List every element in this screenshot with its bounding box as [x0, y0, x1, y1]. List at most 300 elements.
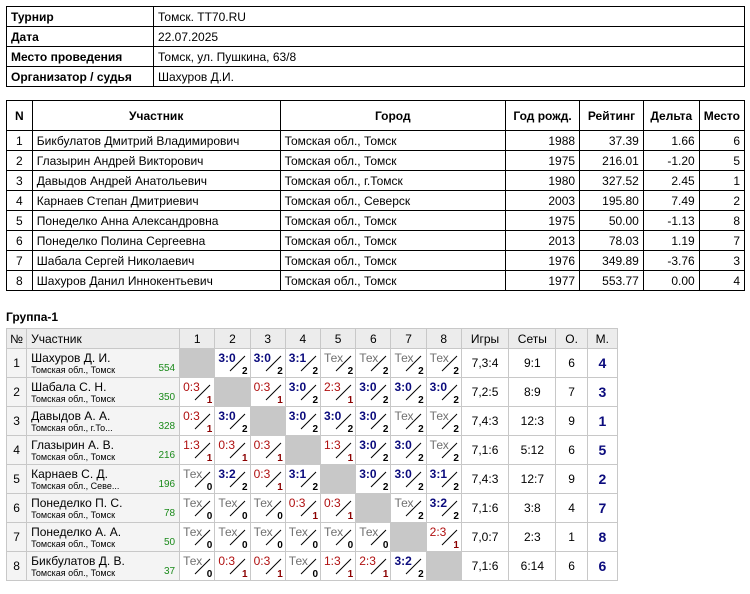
grid-match-cell[interactable] — [250, 552, 285, 581]
grid-match-cell[interactable] — [250, 349, 285, 378]
match-score: 0:3 — [253, 467, 271, 481]
grid-player-name: Глазырин А. В. — [31, 438, 114, 452]
grid-match-cell[interactable] — [356, 349, 391, 378]
match-score: 3:0 — [324, 409, 342, 423]
grid-match-cell[interactable] — [250, 436, 285, 465]
grid-self-cell — [321, 465, 356, 494]
grid-match-cell[interactable] — [180, 378, 215, 407]
participant-cell: 6 — [699, 131, 744, 151]
grid-header: М. — [587, 329, 617, 349]
grid-player-city: Томская обл., г.То... — [31, 423, 113, 433]
participant-cell: Глазырин Андрей Викторович — [32, 151, 280, 171]
grid-match-cell[interactable] — [391, 436, 426, 465]
grid-player — [27, 349, 180, 378]
grid-match-cell[interactable] — [391, 465, 426, 494]
match-points: 1 — [242, 569, 248, 580]
participant-cell: 1988 — [505, 131, 579, 151]
grid-row-number: 7 — [7, 523, 27, 552]
participant-cell: 6 — [7, 231, 33, 251]
participant-cell: 1 — [699, 171, 744, 191]
match-points: 1 — [347, 569, 354, 580]
match-points: 1 — [277, 453, 283, 464]
participant-cell: 8 — [7, 271, 33, 291]
grid-match-cell[interactable] — [356, 552, 391, 581]
grid-row-number: 4 — [7, 436, 27, 465]
match-score: Тех — [183, 554, 203, 568]
grid-self-cell — [285, 436, 320, 465]
grid-match-cell[interactable] — [356, 378, 391, 407]
match-points: 2 — [312, 482, 318, 493]
participant-cell: -1.13 — [643, 211, 699, 231]
grid-sets: 9:1 — [509, 349, 556, 378]
grid-header: 6 — [356, 329, 391, 349]
match-score: 2:3 — [429, 525, 447, 539]
info-row — [7, 27, 745, 47]
match-score: 3:0 — [288, 380, 307, 394]
grid-header: О. — [556, 329, 587, 349]
grid-self-cell — [426, 552, 461, 581]
grid-match-cell[interactable] — [215, 465, 250, 494]
grid-match-cell[interactable] — [215, 349, 250, 378]
match-points: 2 — [242, 366, 248, 377]
match-score: 3:2 — [429, 496, 447, 510]
participant-cell: 2 — [7, 151, 33, 171]
info-label: Дата — [7, 27, 154, 47]
grid-row-number: 1 — [7, 349, 27, 378]
grid-match-cell[interactable] — [426, 407, 461, 436]
grid-points: 1 — [556, 523, 587, 552]
match-score: 3:0 — [394, 467, 412, 481]
grid-self-cell — [250, 407, 285, 436]
match-score: Тех — [324, 351, 344, 365]
grid-match-cell[interactable] — [356, 436, 391, 465]
participants-header: N — [7, 101, 33, 131]
match-score: 3:0 — [429, 380, 447, 394]
participant-cell: 1.66 — [643, 131, 699, 151]
grid-player-rating: 37 — [164, 566, 176, 577]
grid-match-cell[interactable] — [285, 407, 320, 436]
match-points: 0 — [312, 569, 318, 580]
info-value: Шахуров Д.И. — [154, 67, 745, 87]
grid-match-cell[interactable] — [321, 523, 356, 552]
grid-games: 7,1:6 — [461, 436, 508, 465]
grid-player-name: Карнаев С. Д. — [31, 467, 108, 481]
match-points: 1 — [242, 453, 248, 464]
match-score: 1:3 — [324, 438, 341, 452]
grid-player-city: Томская обл., Томск — [31, 452, 116, 462]
grid-player-city: Томская обл., Томск — [31, 394, 116, 404]
match-points: 0 — [206, 482, 213, 493]
grid-match-cell[interactable] — [285, 494, 320, 523]
grid-place: 1 — [587, 407, 617, 436]
match-points: 2 — [242, 424, 248, 435]
match-points: 2 — [418, 453, 424, 464]
participant-cell: 1975 — [505, 151, 579, 171]
match-points: 1 — [277, 482, 283, 493]
match-score: 3:0 — [359, 409, 377, 423]
match-points: 2 — [312, 395, 318, 406]
participant-cell: 0.00 — [643, 271, 699, 291]
grid-header: 3 — [250, 329, 285, 349]
participant-row — [7, 211, 745, 231]
grid-match-cell[interactable] — [215, 552, 250, 581]
grid-match-cell[interactable] — [391, 494, 426, 523]
participant-cell: Томская обл., Томск — [280, 231, 505, 251]
match-score: Тех — [183, 496, 203, 510]
grid-match-cell[interactable] — [426, 465, 461, 494]
match-score: Тех — [183, 467, 203, 481]
grid-self-cell — [215, 378, 250, 407]
match-score: 3:1 — [288, 467, 307, 481]
grid-match-cell[interactable] — [356, 465, 391, 494]
grid-place: 6 — [587, 552, 617, 581]
match-score: 3:0 — [394, 380, 412, 394]
grid-match-cell[interactable] — [321, 378, 356, 407]
match-score: 0:3 — [218, 554, 236, 568]
match-points: 2 — [453, 395, 459, 406]
match-points: 0 — [206, 540, 213, 551]
participants-header: Дельта — [643, 101, 699, 131]
match-points: 1 — [382, 569, 389, 580]
grid-player-city: Томская обл., Томск — [31, 365, 116, 375]
match-points: 0 — [206, 511, 213, 522]
grid-player-rating: 350 — [158, 392, 176, 403]
grid-match-cell[interactable] — [285, 552, 320, 581]
match-score: 3:0 — [253, 351, 271, 365]
grid-player — [27, 407, 180, 436]
grid-player-rating: 328 — [158, 421, 176, 432]
grid-sets: 6:14 — [509, 552, 556, 581]
match-points: 2 — [453, 366, 459, 377]
grid-row — [7, 407, 618, 436]
grid-match-cell[interactable] — [285, 378, 320, 407]
grid-match-cell[interactable] — [391, 378, 426, 407]
participant-row — [7, 131, 745, 151]
grid-player-city: Томская обл., Севе... — [31, 481, 120, 491]
grid-row-number: 6 — [7, 494, 27, 523]
match-points: 1 — [453, 540, 459, 551]
grid-points: 6 — [556, 349, 587, 378]
grid-points: 6 — [556, 436, 587, 465]
match-score: Тех — [429, 409, 449, 423]
match-points: 2 — [347, 424, 354, 435]
grid-match-cell[interactable] — [180, 436, 215, 465]
match-points: 0 — [347, 540, 354, 551]
grid-match-cell[interactable] — [321, 552, 356, 581]
match-score: 3:0 — [218, 351, 236, 365]
grid-match-cell[interactable] — [321, 407, 356, 436]
match-score: 2:3 — [359, 554, 376, 568]
grid-player-rating: 50 — [164, 537, 176, 548]
match-points: 1 — [206, 453, 213, 464]
match-score: 3:0 — [359, 467, 377, 481]
match-points: 2 — [382, 453, 389, 464]
participant-cell: 195.80 — [580, 191, 644, 211]
participants-header: Год рожд. — [505, 101, 579, 131]
grid-row-number: 5 — [7, 465, 27, 494]
grid-match-cell[interactable] — [356, 407, 391, 436]
grid-match-cell[interactable] — [250, 523, 285, 552]
grid-points: 9 — [556, 407, 587, 436]
match-points: 2 — [453, 453, 459, 464]
participant-cell: 2 — [699, 191, 744, 211]
grid-points: 4 — [556, 494, 587, 523]
participant-cell: 7.49 — [643, 191, 699, 211]
match-points: 2 — [418, 366, 424, 377]
participant-cell: Бикбулатов Дмитрий Владимирович — [32, 131, 280, 151]
match-points: 0 — [242, 540, 248, 551]
grid-player-rating: 78 — [164, 508, 176, 519]
grid-player-rating: 196 — [158, 479, 176, 490]
grid-row — [7, 465, 618, 494]
tournament-info-table — [6, 6, 745, 87]
grid-games: 7,4:3 — [461, 465, 508, 494]
grid-row — [7, 378, 618, 407]
grid-row — [7, 349, 618, 378]
grid-match-cell[interactable] — [426, 494, 461, 523]
match-points: 2 — [382, 366, 389, 377]
info-row — [7, 47, 745, 67]
grid-points: 7 — [556, 378, 587, 407]
match-score: Тех — [324, 525, 344, 539]
participant-cell: Томская обл., Томск — [280, 211, 505, 231]
grid-match-cell[interactable] — [250, 378, 285, 407]
participants-header: Место — [699, 101, 744, 131]
grid-header: Игры — [461, 329, 508, 349]
participant-cell: 37.39 — [580, 131, 644, 151]
match-score: Тех — [429, 438, 449, 452]
grid-match-cell[interactable] — [426, 523, 461, 552]
participant-cell: Томская обл., Томск — [280, 131, 505, 151]
match-score: 0:3 — [253, 554, 271, 568]
participant-cell: Понеделко Анна Александровна — [32, 211, 280, 231]
grid-match-cell[interactable] — [215, 494, 250, 523]
grid-player-city: Томская обл., Томск — [31, 568, 116, 578]
grid-match-cell[interactable] — [321, 436, 356, 465]
match-points: 2 — [382, 482, 389, 493]
match-score: 3:0 — [288, 409, 307, 423]
info-label: Организатор / судья — [7, 67, 154, 87]
grid-header: 7 — [391, 329, 426, 349]
participant-cell: Шахуров Данил Иннокентьевич — [32, 271, 280, 291]
match-score: 1:3 — [324, 554, 341, 568]
participant-row — [7, 151, 745, 171]
match-score: 0:3 — [183, 380, 200, 394]
match-score: Тех — [253, 496, 273, 510]
grid-header: 2 — [215, 329, 250, 349]
match-points: 1 — [206, 395, 213, 406]
grid-place: 8 — [587, 523, 617, 552]
grid-games: 7,4:3 — [461, 407, 508, 436]
grid-match-cell[interactable] — [356, 523, 391, 552]
match-score: Тех — [429, 351, 449, 365]
participant-cell: Понеделко Полина Сергеевна — [32, 231, 280, 251]
match-points: 1 — [277, 395, 283, 406]
match-score: Тех — [218, 496, 238, 510]
match-points: 2 — [418, 395, 424, 406]
match-points: 2 — [418, 569, 424, 580]
grid-self-cell — [180, 349, 215, 378]
participant-cell: 4 — [699, 271, 744, 291]
match-points: 2 — [453, 424, 459, 435]
grid-row-number: 8 — [7, 552, 27, 581]
group-title: Группа-1 — [6, 310, 59, 324]
grid-match-cell[interactable] — [321, 494, 356, 523]
participant-row — [7, 191, 745, 211]
match-score: Тех — [253, 525, 273, 539]
participant-cell: 7 — [7, 251, 33, 271]
match-score: 3:0 — [359, 438, 377, 452]
grid-match-cell[interactable] — [180, 552, 215, 581]
match-points: 2 — [277, 366, 283, 377]
grid-match-cell[interactable] — [285, 465, 320, 494]
grid-player-city: Томская обл., Томск — [31, 510, 116, 520]
grid-player — [27, 436, 180, 465]
participant-cell: 2013 — [505, 231, 579, 251]
match-score: 0:3 — [183, 409, 200, 423]
grid-match-cell[interactable] — [426, 349, 461, 378]
grid-header: 1 — [180, 329, 215, 349]
match-score: 0:3 — [218, 438, 236, 452]
participant-row — [7, 171, 745, 191]
match-points: 2 — [418, 511, 424, 522]
match-score: Тех — [394, 409, 414, 423]
participant-cell: Томская обл., Томск — [280, 271, 505, 291]
match-points: 0 — [206, 569, 213, 580]
match-score: 3:2 — [218, 467, 236, 481]
grid-place: 3 — [587, 378, 617, 407]
grid-place: 5 — [587, 436, 617, 465]
match-score: Тех — [359, 351, 379, 365]
grid-row — [7, 436, 618, 465]
grid-match-cell[interactable] — [250, 465, 285, 494]
grid-match-cell[interactable] — [215, 407, 250, 436]
grid-match-cell[interactable] — [250, 494, 285, 523]
participant-cell: Томская обл., Томск — [280, 151, 505, 171]
grid-match-cell[interactable] — [285, 523, 320, 552]
grid-match-cell[interactable] — [180, 407, 215, 436]
grid-header: 5 — [321, 329, 356, 349]
grid-sets: 12:7 — [509, 465, 556, 494]
grid-player-rating: 216 — [158, 450, 176, 461]
grid-sets: 3:8 — [509, 494, 556, 523]
grid-row — [7, 494, 618, 523]
match-score: 3:2 — [394, 554, 412, 568]
match-score: 0:3 — [288, 496, 306, 510]
participant-cell: 1977 — [505, 271, 579, 291]
match-score: 2:3 — [324, 380, 341, 394]
grid-player-name: Понеделко П. С. — [31, 496, 123, 510]
grid-player — [27, 378, 180, 407]
grid-match-cell[interactable] — [215, 436, 250, 465]
match-points: 2 — [242, 482, 248, 493]
participants-header: Рейтинг — [580, 101, 644, 131]
match-points: 2 — [418, 482, 424, 493]
match-score: Тех — [288, 554, 308, 568]
grid-place: 7 — [587, 494, 617, 523]
grid-match-cell[interactable] — [391, 552, 426, 581]
grid-games: 7,2:5 — [461, 378, 508, 407]
participant-cell: Томская обл., Северск — [280, 191, 505, 211]
grid-header: Сеты — [509, 329, 556, 349]
grid-sets: 12:3 — [509, 407, 556, 436]
match-score: 3:1 — [429, 467, 447, 481]
match-points: 1 — [347, 395, 354, 406]
participant-cell: 5 — [7, 211, 33, 231]
grid-match-cell[interactable] — [180, 523, 215, 552]
info-value: Томск, ул. Пушкина, 63/8 — [154, 47, 745, 67]
grid-header: № — [7, 329, 27, 349]
grid-match-cell[interactable] — [215, 523, 250, 552]
participant-cell: Шабала Сергей Николаевич — [32, 251, 280, 271]
participant-cell: 4 — [7, 191, 33, 211]
participant-cell: 3 — [699, 251, 744, 271]
grid-player-name: Давыдов А. А. — [31, 409, 111, 423]
info-value: Томск. TT70.RU — [154, 7, 745, 27]
match-score: 0:3 — [253, 380, 271, 394]
match-score: 0:3 — [253, 438, 271, 452]
match-score: 1:3 — [183, 438, 200, 452]
match-score: Тех — [394, 351, 414, 365]
grid-header: 4 — [285, 329, 320, 349]
match-score: 3:1 — [288, 351, 307, 365]
info-row — [7, 7, 745, 27]
grid-match-cell[interactable] — [285, 349, 320, 378]
grid-self-cell — [356, 494, 391, 523]
participant-cell: -3.76 — [643, 251, 699, 271]
info-label: Место проведения — [7, 47, 154, 67]
participant-cell: 327.52 — [580, 171, 644, 191]
match-points: 2 — [453, 482, 459, 493]
match-score: 3:0 — [218, 409, 236, 423]
match-points: 0 — [277, 540, 283, 551]
grid-row-number: 3 — [7, 407, 27, 436]
participant-cell: 1975 — [505, 211, 579, 231]
grid-player-city: Томская обл., Томск — [31, 539, 116, 549]
grid-match-cell[interactable] — [180, 494, 215, 523]
match-points: 2 — [347, 366, 354, 377]
grid-match-cell[interactable] — [391, 349, 426, 378]
match-score: Тех — [183, 525, 203, 539]
info-value: 22.07.2025 — [154, 27, 745, 47]
grid-games: 7,0:7 — [461, 523, 508, 552]
match-score: Тех — [394, 496, 414, 510]
grid-player — [27, 465, 180, 494]
grid-match-cell[interactable] — [321, 349, 356, 378]
grid-self-cell — [391, 523, 426, 552]
participant-row — [7, 271, 745, 291]
participant-cell: 50.00 — [580, 211, 644, 231]
grid-match-cell[interactable] — [180, 465, 215, 494]
participants-header: Город — [280, 101, 505, 131]
participant-cell: 3 — [7, 171, 33, 191]
grid-match-cell[interactable] — [426, 436, 461, 465]
grid-header: Участник — [27, 329, 180, 349]
participant-cell: Давыдов Андрей Анатольевич — [32, 171, 280, 191]
participant-cell: 2.45 — [643, 171, 699, 191]
grid-match-cell[interactable] — [426, 378, 461, 407]
grid-games: 7,1:6 — [461, 552, 508, 581]
grid-player-rating: 554 — [158, 363, 176, 374]
participant-cell: 2003 — [505, 191, 579, 211]
grid-points: 9 — [556, 465, 587, 494]
participant-cell: Карнаев Степан Дмитриевич — [32, 191, 280, 211]
match-points: 1 — [312, 511, 318, 522]
participant-cell: 1.19 — [643, 231, 699, 251]
grid-match-cell[interactable] — [391, 407, 426, 436]
grid-points: 6 — [556, 552, 587, 581]
match-score: Тех — [218, 525, 238, 539]
